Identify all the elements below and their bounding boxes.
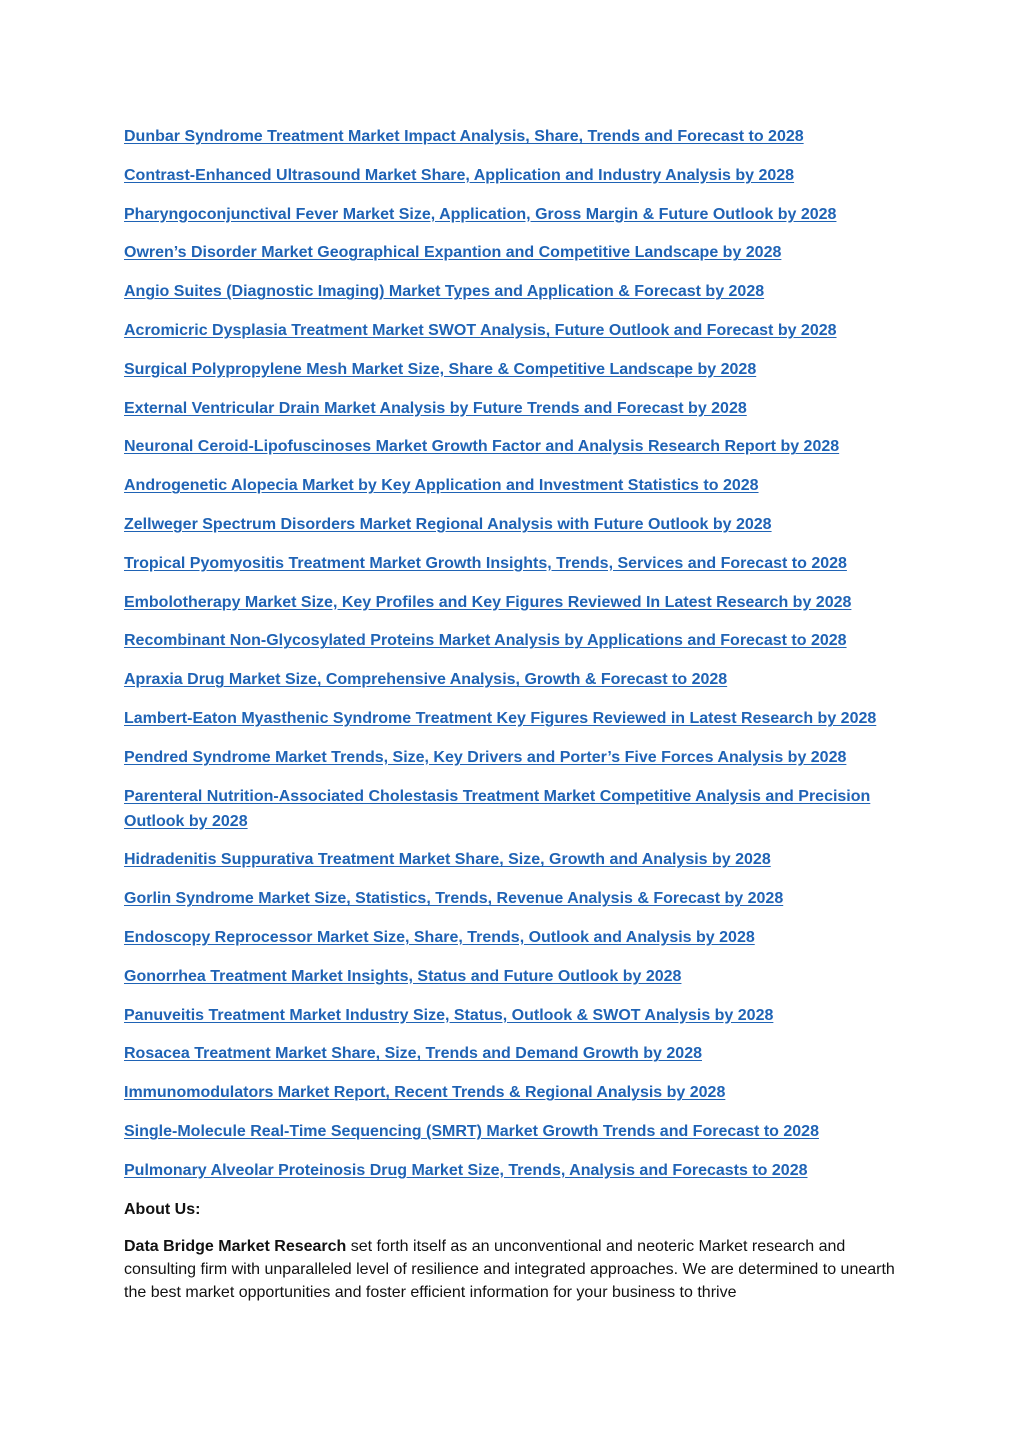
report-link[interactable]: Gorlin Syndrome Market Size, Statistics, Trends, Revenue Analysis & Forecast by 2028 — [124, 890, 784, 908]
report-link[interactable]: Embolotherapy Market Size, Key Profiles and Key Figures Reviewed In Latest Research by 2028 — [124, 593, 852, 611]
report-link[interactable]: Acromicric Dysplasia Treatment Market SWOT Analysis, Future Outlook and Forecast by 2028 — [124, 321, 837, 339]
report-link[interactable]: Pulmonary Alveolar Proteinosis Drug Market Size, Trends, Analysis and Forecasts to 2028 — [124, 1161, 808, 1179]
report-link[interactable]: Zellweger Spectrum Disorders Market Regional Analysis with Future Outlook by 2028 — [124, 515, 772, 533]
report-link[interactable]: Recombinant Non-Glycosylated Proteins Market Analysis by Applications and Forecast to 2028 — [124, 632, 847, 650]
report-link[interactable]: Gonorrhea Treatment Market Insights, Status and Future Outlook by 2028 — [124, 967, 682, 985]
report-link[interactable]: Endoscopy Reprocessor Market Size, Share, Trends, Outlook and Analysis by 2028 — [124, 928, 755, 946]
report-link[interactable]: Rosacea Treatment Market Share, Size, Trends and Demand Growth by 2028 — [124, 1045, 702, 1063]
report-link[interactable]: Dunbar Syndrome Treatment Market Impact Analysis, Share, Trends and Forecast to 2028 — [124, 128, 804, 145]
about-text: set forth itself as an unconventional and neoteric Market research and consulting firm with unparalleled level of resilience and integrated approaches. We are determined to unearth the best market opportunities and foster efficient information for your business to thrive — [124, 1238, 895, 1302]
report-link[interactable]: Apraxia Drug Market Size, Comprehensive Analysis, Growth & Forecast to 2028 — [124, 671, 728, 689]
report-links-list — [124, 124, 914, 1304]
report-link[interactable]: Surgical Polypropylene Mesh Market Size, Share & Competitive Landscape by 2028 — [124, 360, 757, 378]
report-link[interactable]: Contrast-Enhanced Ultrasound Market Share, Application and Industry Analysis by 2028 — [124, 166, 795, 184]
report-link[interactable]: Neuronal Ceroid-Lipofuscinoses Market Growth Factor and Analysis Research Report by 2028 — [124, 438, 840, 456]
report-link[interactable]: Tropical Pyomyositis Treatment Market Growth Insights, Trends, Services and Forecast to 2028 — [124, 554, 847, 572]
report-link[interactable]: Pharyngoconjunctival Fever Market Size, Application, Gross Margin & Future Outlook by 2028 — [124, 205, 837, 223]
report-link[interactable]: Immunomodulators Market Report, Recent Trends & Regional Analysis by 2028 — [124, 1084, 726, 1102]
report-link[interactable]: Parenteral Nutrition-Associated Cholestasis Treatment Market Competitive Analysis and Precision Outlook by 2028 — [124, 787, 871, 830]
report-link[interactable]: External Ventricular Drain Market Analysis by Future Trends and Forecast by 2028 — [124, 399, 747, 417]
report-link[interactable]: Pendred Syndrome Market Trends, Size, Key Drivers and Porter’s Five Forces Analysis by 2028 — [124, 748, 847, 766]
report-link[interactable]: Hidradenitis Suppurativa Treatment Market Share, Size, Growth and Analysis by 2028 — [124, 851, 771, 869]
report-link[interactable]: Owren’s Disorder Market Geographical Expantion and Competitive Landscape by 2028 — [124, 244, 782, 262]
report-link[interactable]: Angio Suites (Diagnostic Imaging) Market Types and Application & Forecast by 2028 — [124, 283, 765, 301]
about-heading: About Us: — [124, 1200, 201, 1218]
report-link[interactable]: Androgenetic Alopecia Market by Key Application and Investment Statistics to 2028 — [124, 477, 759, 495]
about-paragraph — [124, 1235, 909, 1304]
report-link[interactable]: Single-Molecule Real-Time Sequencing (SMRT) Market Growth Trends and Forecast to 2028 — [124, 1122, 819, 1140]
company-name: Data Bridge Market Research — [124, 1238, 347, 1256]
report-link[interactable]: Lambert-Eaton Myasthenic Syndrome Treatment Key Figures Reviewed in Latest Research by 2028 — [124, 709, 877, 727]
report-link[interactable]: Panuveitis Treatment Market Industry Size, Status, Outlook & SWOT Analysis by 2028 — [124, 1006, 774, 1024]
